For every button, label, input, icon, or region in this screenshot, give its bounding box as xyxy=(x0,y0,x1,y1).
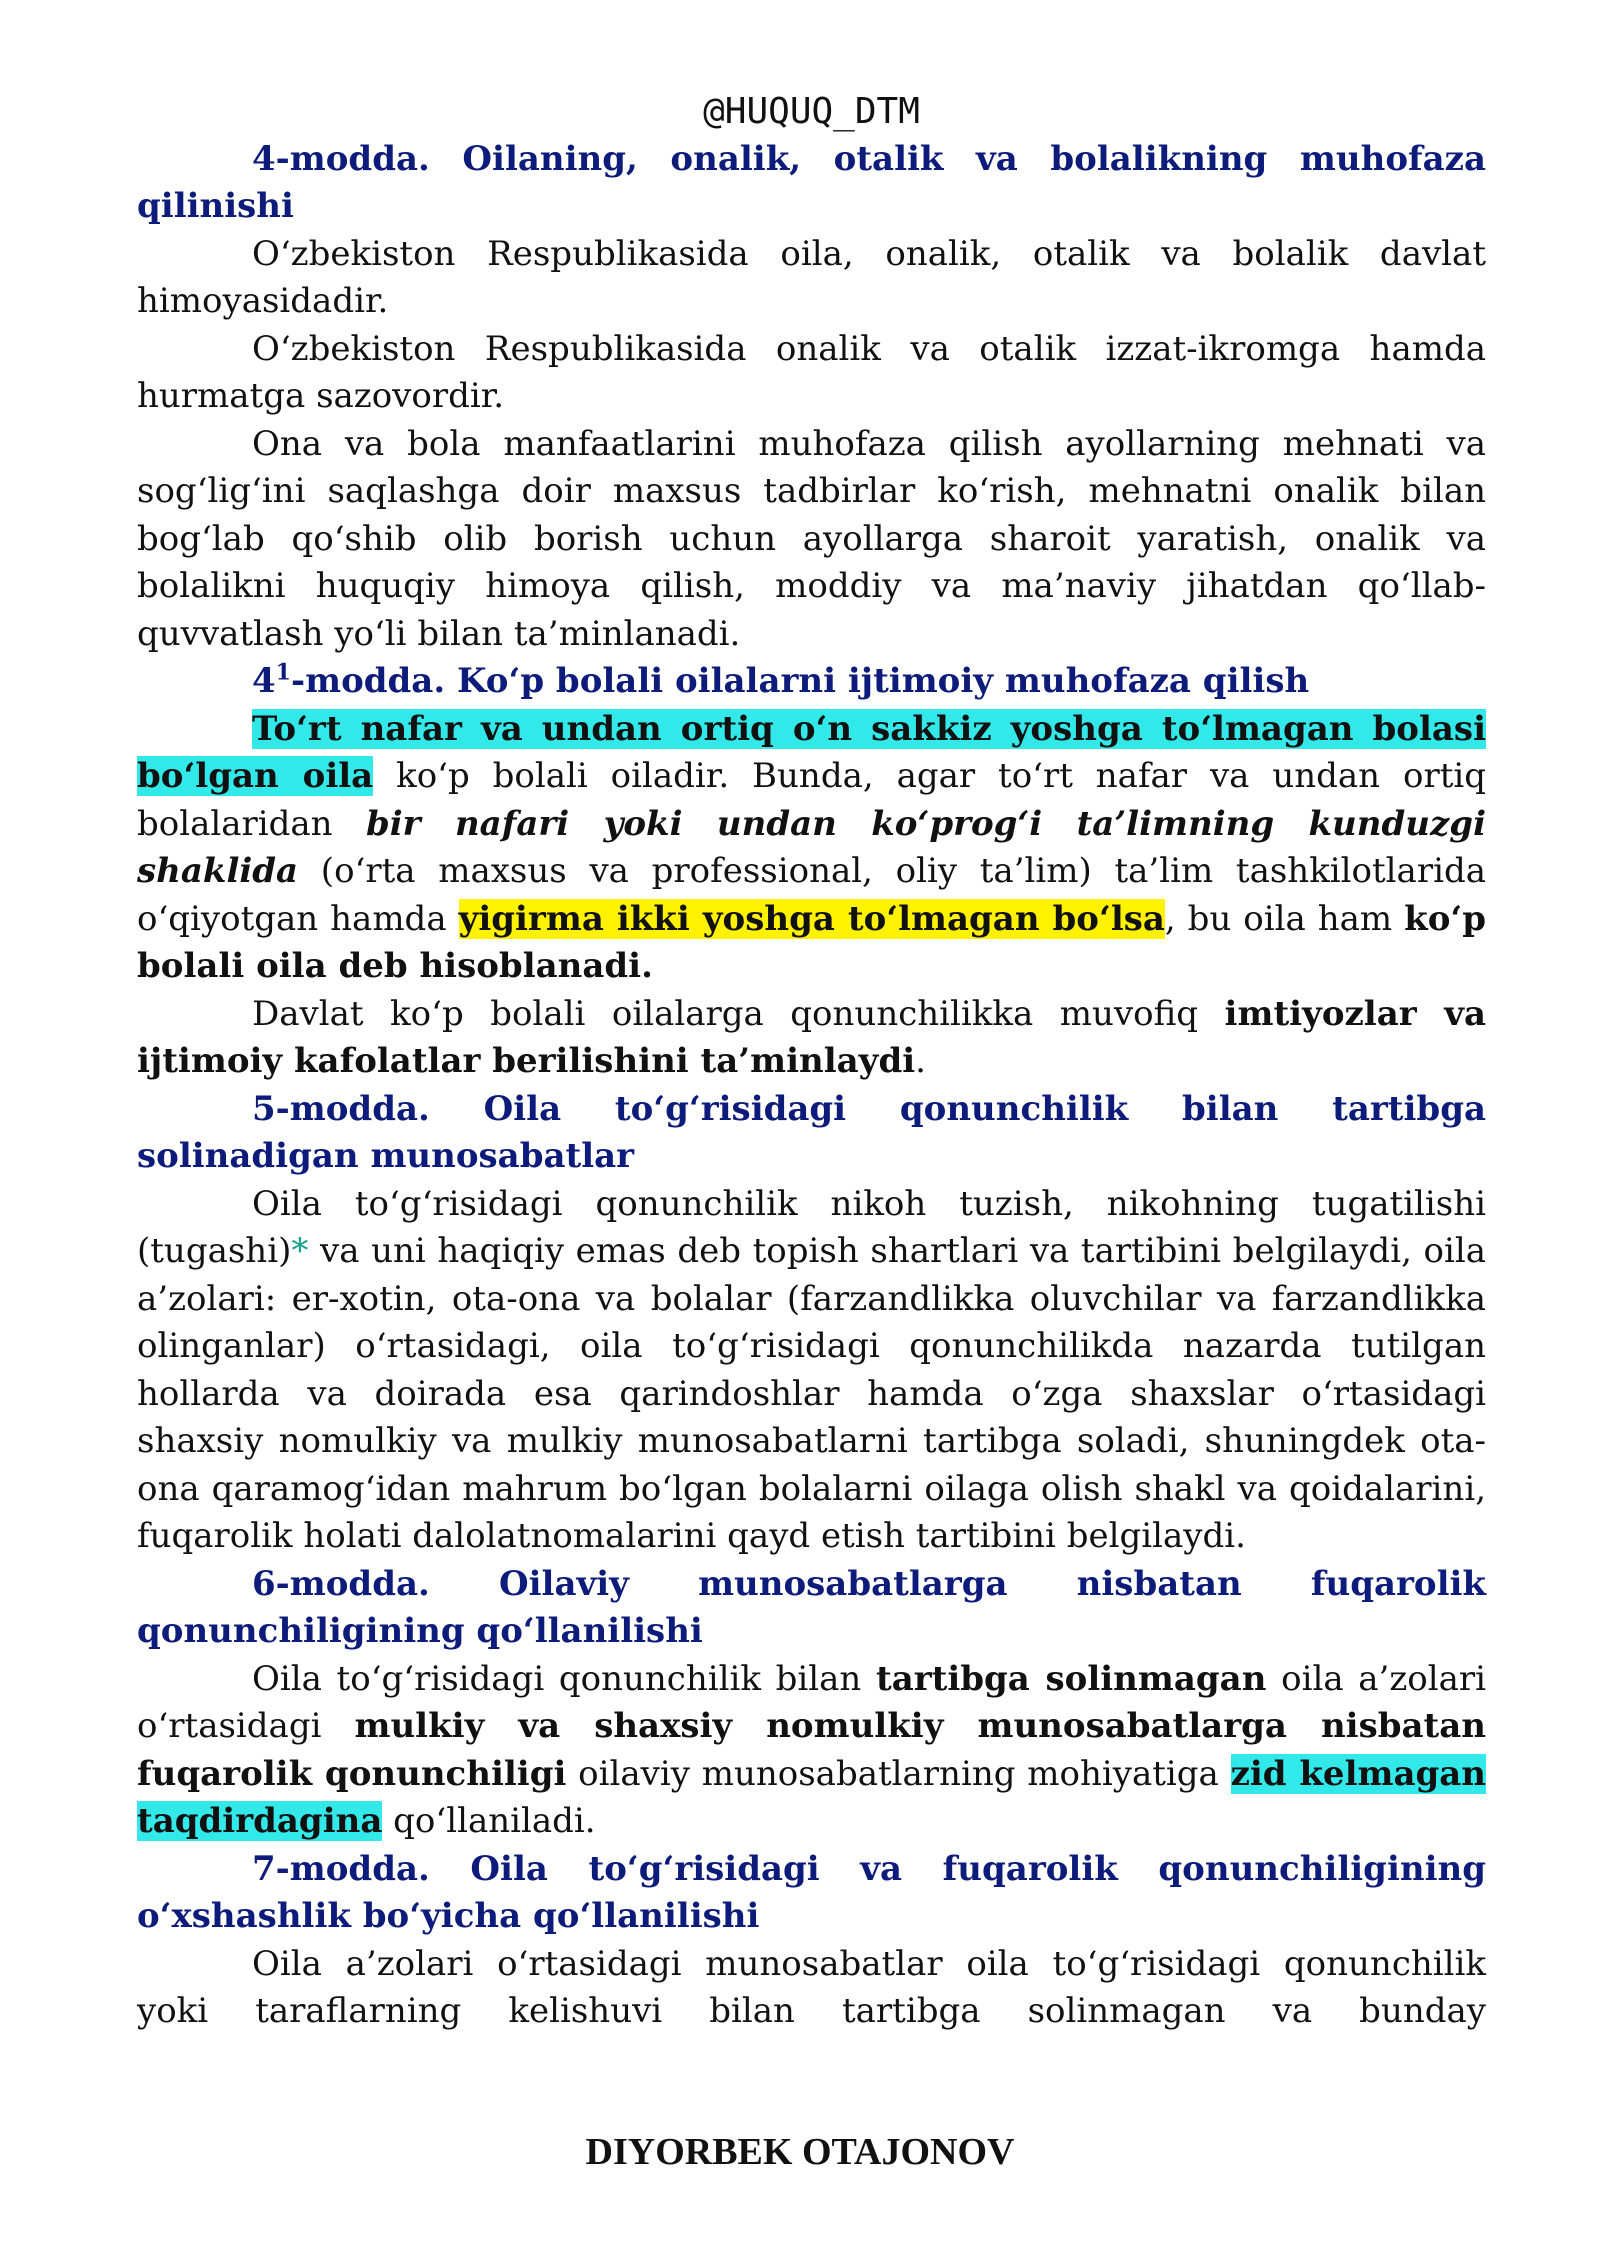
text-run: oila a’zolari o‘rtasidagi xyxy=(137,1658,1486,1746)
text-run: qo‘llaniladi. xyxy=(382,1801,596,1841)
highlight-not-contrary: zid kelmagan taqdirdagina xyxy=(137,1753,1487,1841)
text-run: Oila to‘g‘risidagi qonunchilik nikoh tuzish, nikohning tugatilishi (tugashi) xyxy=(137,1183,1486,1271)
article-4-1-paragraph-1 xyxy=(137,706,1486,991)
bold-guarantees: imtiyozlar va ijtimoiy kafolatlar berilishini ta’minlaydi xyxy=(137,993,1486,1081)
article-4-paragraph-2: O‘zbekiston Respublikasida onalik va otalik izzat-ikromga hamda hurmatga sazovordir. xyxy=(137,328,1486,416)
author-footer: DIYORBEK OTAJONOV xyxy=(585,2131,1015,2173)
article-4-1-title xyxy=(137,658,1486,706)
footnote-asterisk: * xyxy=(291,1231,309,1271)
text-run: , bu oila ham xyxy=(1164,898,1405,939)
article-5-title: 5-modda. Oila to‘g‘risidagi qonunchilik bilan tartibga solinadigan munosabatlar xyxy=(137,1088,1486,1176)
bold-unregulated: tartibga solinmagan xyxy=(875,1658,1267,1699)
text-run: ko‘p bolali oiladir. Bunda, agar to‘rt nafar va undan ortiq bolalaridan xyxy=(137,756,1486,844)
text-run: . xyxy=(915,1041,926,1081)
text-run: va uni haqiqiy emas deb topish shartlari va tartibini belgilaydi, oila a’zolari: er-xotin, ota-ona va bolalar (farzandlikka oluvchilar va farzandlikka olinganlar) o‘rtasidagi, oila to‘g‘risidagi qonunchilikda nazarda tutilgan hollarda va doirada esa qarindoshlar hamda o‘zga shaxslar o‘rtasidagi shaxsiy nomulkiy va mulkiy munosabatlarni tartibga soladi, shuningdek ota-ona qaramog‘idan mahrum bo‘lgan bolalarni oilaga olish shakl va qoidalarini, fuqarolik holati dalolatnomalarini qayd etish tartibini belgilaydi. xyxy=(137,1231,1486,1556)
text-run: Davlat ko‘p bolali oilalarga qonunchilikka muvofiq xyxy=(252,993,1225,1034)
emphasis-full-time-education: bir nafari yoki undan ko‘prog‘i ta’limning kunduzgi shaklida xyxy=(137,803,1486,891)
text-run: Oila to‘g‘risidagi qonunchilik bilan xyxy=(252,1658,876,1699)
article-7-title: 7-modda. Oila to‘g‘risidagi va fuqarolik qonunchiligining o‘xshashlik bo‘yicha qo‘llanilishi xyxy=(137,1848,1486,1936)
document-page xyxy=(137,88,1486,2036)
article-4-title: 4-modda. Oilaning, onalik, otalik va bolalikning muhofaza qilinishi xyxy=(137,138,1486,226)
article-6-title: 6-modda. Oilaviy munosabatlarga nisbatan fuqarolik qonunchiligining qo‘llanilishi xyxy=(137,1563,1486,1651)
article-4-paragraph-3: Ona va bola manfaatlarini muhofaza qilish ayollarning mehnati va sog‘lig‘ini saqlashga doir maxsus tadbirlar ko‘rish, mehnatni onalik bilan bog‘lab qo‘shib olib borish uchun ayollarga sharoit yaratish, onalik va bolalikni huquqiy himoya qilish, moddiy va ma’naviy jihatdan qo‘llab-quvvatlash yo‘li bilan ta’minlanadi. xyxy=(137,423,1486,654)
bold-conclusion: ko‘p bolali oila deb hisoblanadi. xyxy=(137,898,1486,986)
highlight-age-22: yigirma ikki yoshga to‘lmagan bo‘lsa xyxy=(458,898,1165,939)
article-4-1-paragraph-2 xyxy=(137,991,1486,1086)
text-run: oilaviy munosabatlarning mohiyatiga xyxy=(566,1753,1231,1794)
article-4-1-title-text: -modda. Ko‘p bolali oilalarni ijtimoiy muhofaza qilish xyxy=(290,661,1310,701)
bold-civil-law: mulkiy va shaxsiy nomulkiy munosabatlarga nisbatan fuqarolik qonunchiligi xyxy=(137,1706,1486,1794)
text-run: (o‘rta maxsus va professional, oliy ta’lim) ta’lim tashkilotlarida o‘qiyotgan hamda xyxy=(137,851,1486,939)
article-5-paragraph-1 xyxy=(137,1181,1486,1561)
channel-header: @HUQUQ_DTM xyxy=(703,91,920,132)
article-6-paragraph-1 xyxy=(137,1656,1486,1846)
article-7-paragraph-1: Oila a’zolari o‘rtasidagi munosabatlar oila to‘g‘risidagi qonunchilik yoki taraflarning kelishuvi bilan tartibga solinmagan va bunday xyxy=(137,1943,1486,2031)
article-4-1-number: 4 xyxy=(252,661,276,701)
article-4-paragraph-1: O‘zbekiston Respublikasida oila, onalik, otalik va bolalik davlat himoyasidadir. xyxy=(137,233,1486,321)
highlight-definition: To‘rt nafar va undan ortiq o‘n sakkiz yoshga to‘lmagan bolasi bo‘lgan oila xyxy=(137,708,1486,796)
article-4-1-superscript: 1 xyxy=(275,659,291,686)
